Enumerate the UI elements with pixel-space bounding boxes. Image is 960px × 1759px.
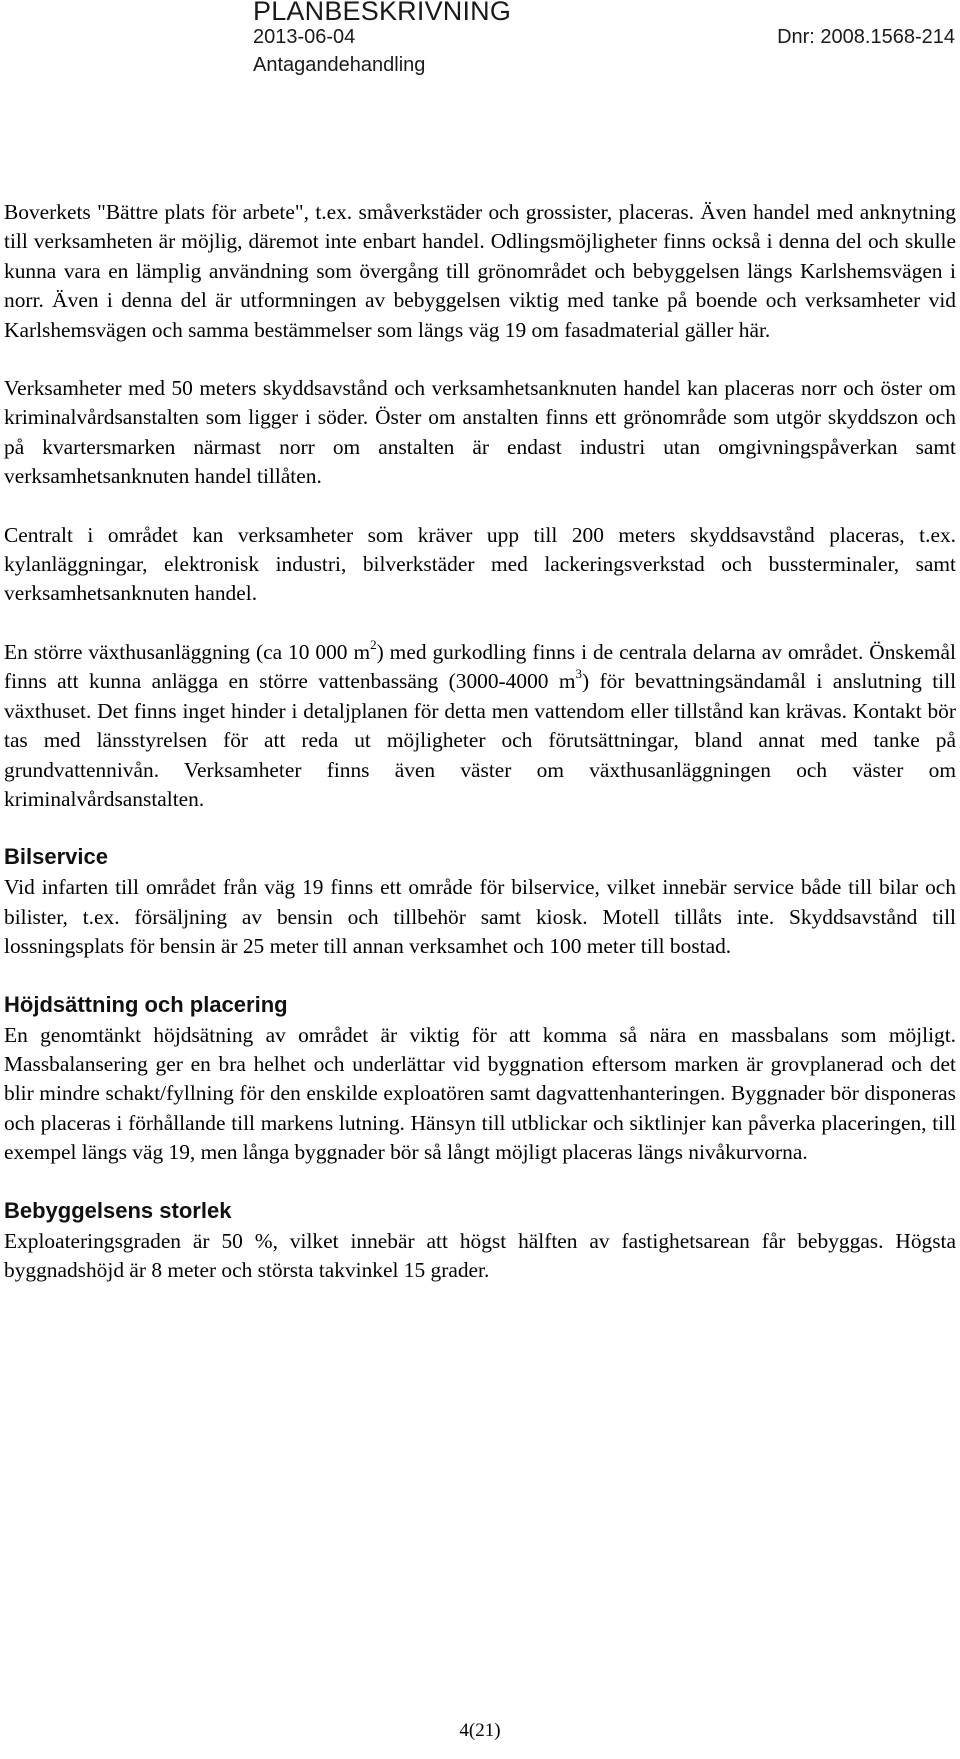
paragraph-boverkets: Boverkets "Bättre plats för arbete", t.ex. småverkstäder och grossister, placeras. Även handel med anknytning till verksamheten är möjlig, däremot inte enbart handel. Odlingsmöjligheter finns också i denna del och skulle kunna vara en lämplig användning som övergång till grönområdet och bebyggelsen längs Karlshemsvägen i norr. Även i denna del är utformningen av bebyggelsen viktig med tanke på boende och verksamheter vid Karlshemsvägen och samma bestämmelser som längs väg 19 om fasadmaterial gäller här. bbox=[4, 200, 956, 342]
document-status: Antagandehandling bbox=[253, 54, 426, 76]
document-dnr: Dnr: 2008.1568-214 bbox=[777, 26, 955, 48]
superscript: 3 bbox=[575, 666, 583, 682]
superscript: 2 bbox=[370, 636, 377, 652]
paragraph-hojdsattning: En genomtänkt höjdsätning av området är viktig för att komma så nära en massbalans som möjligt. Massbalansering ger en bra helhet och underlättar vid byggnation eftersom marken är grovplanerad och det blir mindre schakt/fyllning för den enskilde exploatören samt dagvattenhanteringen. Byggnader bör disponeras och placeras i förhållande till markens lutning. Hänsyn till utblickar och siktlinjer kan påverka placeringen, till exempel längs väg 19, men långa byggnader bör så långt möjligt placeras längs nivåkurvorna. bbox=[4, 1022, 956, 1165]
text-segment: ) för bevattningsändamål i anslutning till växthuset. Det finns inget hinder i detaljplanen för detta men vattendom eller tillstånd kan krävas. Kontakt bör tas med länsstyrelsen för att reda ut möjligheter och förutsättningar, bland annat med tanke på grundvattennivån. Verksamheter finns även väster om växthusanläggningen och väster om kriminalvårdsanstalten. bbox=[4, 669, 957, 811]
paragraph-centralt: Centralt i området kan verksamheter som kräver upp till 200 meters skyddsavstånd placeras, t.ex. kylanläggningar, elektronisk industri, bilverkstäder med lackeringsverkstad och bussterminaler, samt verksamhetsanknuten handel. bbox=[4, 522, 956, 606]
document-body bbox=[4, 198, 956, 1314]
heading-storlek: Bebyggelsens storlek bbox=[4, 1197, 232, 1223]
paragraph-verksamheter-50m: Verksamheter med 50 meters skyddsavstånd och verksamhetsanknuten handel kan placeras norr och öster om kriminalvårdsanstalten som ligger i söder. Öster om anstalten finns ett grönområde som utgör skyddszon och på kvartersmarken närmast norr om anstalten är endast industri utan omgivningspåverkan samt verksamhetsanknuten handel tillåten. bbox=[4, 376, 956, 489]
heading-hojdsattning: Höjdsättning och placering bbox=[4, 991, 288, 1017]
heading-bilservice: Bilservice bbox=[4, 844, 108, 870]
page-number: 4(21) bbox=[459, 1720, 501, 1741]
paragraph-vaxthus bbox=[4, 638, 956, 814]
document-title: PLANBESKRIVNING bbox=[253, 0, 512, 26]
paragraph-bilservice: Vid infarten till området från väg 19 finns ett område för bilservice, vilket innebär service både till bilar och bilister, t.ex. försäljning av bensin och tillbehör samt kiosk. Motell tillåts inte. Skyddsavstånd till lossningsplats för bensin är 25 meter till annan verksamhet och 100 meter till bostad. bbox=[4, 875, 956, 959]
paragraph-storlek: Exploateringsgraden är 50 %, vilket innebär att högst hälften av fastighetsarean får bebyggas. Högsta byggnadshöjd är 8 meter och största takvinkel 15 grader. bbox=[4, 1228, 956, 1282]
document-date: 2013-06-04 bbox=[253, 26, 356, 48]
text-segment: ) med gurkodling finns i de centrala delarna av området. Önskemål finns att kunna anlägga en större vattenbassäng (3000-4000 m bbox=[4, 639, 956, 694]
text-segment: En större växthusanläggning (ca 10 000 m bbox=[4, 639, 371, 664]
